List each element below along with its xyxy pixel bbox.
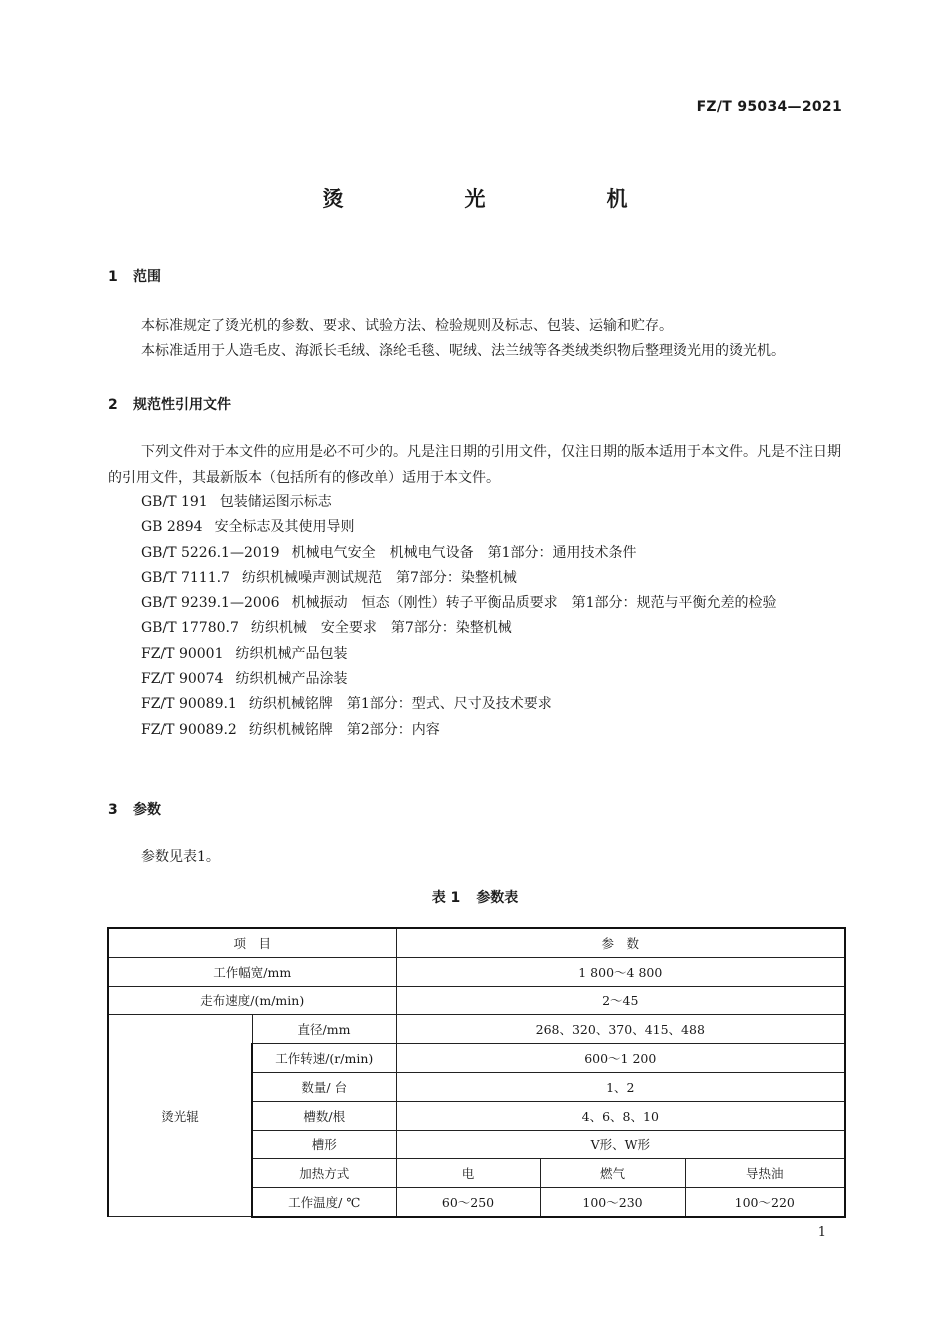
reference-code: FZ/T 90074	[141, 671, 224, 688]
row-label: 工作幅宽/mm	[108, 957, 396, 986]
table-header-row	[108, 928, 845, 957]
cell-value: 电	[396, 1159, 540, 1188]
section-title: 参数	[133, 802, 161, 818]
section-number: 1	[108, 269, 118, 285]
row-label: 走布速度/(m/min)	[108, 986, 396, 1015]
table-title: 参数表	[476, 890, 519, 906]
section-number: 2	[108, 397, 118, 413]
row-label: 工作温度/ ℃	[252, 1188, 396, 1217]
reference-item	[108, 591, 843, 616]
cell-value: 导热油	[685, 1159, 845, 1188]
reference-title: 安全标志及其使用导则	[214, 519, 355, 536]
reference-item	[108, 616, 843, 641]
section-1-heading	[108, 266, 161, 286]
reference-title: 纺织机械产品包装	[235, 645, 348, 662]
table-row	[108, 1015, 845, 1044]
reference-title: 机械电气安全 机械电气设备 第1部分：通用技术条件	[291, 544, 637, 561]
section-title: 规范性引用文件	[133, 397, 231, 413]
table-row	[108, 986, 845, 1015]
cell-value: 燃气	[540, 1159, 685, 1188]
reference-code: FZ/T 90001	[141, 645, 224, 662]
reference-item	[108, 692, 843, 717]
row-value: 600～1 200	[396, 1044, 845, 1073]
row-label: 直径/mm	[252, 1015, 396, 1044]
scope-paragraph-2: 本标准适用于人造毛皮、海派长毛绒、涤纶毛毯、呢绒、法兰绒等各类绒类织物后整理烫光用的烫光机。	[141, 343, 785, 359]
table-number: 表 1	[431, 890, 461, 906]
row-value: 2～45	[396, 986, 845, 1015]
reference-code: GB/T 7111.7	[141, 569, 230, 586]
row-label: 工作转速/(r/min)	[252, 1044, 396, 1073]
scope-paragraph-1: 本标准规定了烫光机的参数、要求、试验方法、检验规则及标志、包装、运输和贮存。	[141, 318, 673, 334]
reference-title: 纺织机械铭牌 第2部分：内容	[248, 721, 440, 738]
section-number: 3	[108, 802, 118, 818]
row-value: 1 800～4 800	[396, 957, 845, 986]
reference-code: FZ/T 90089.2	[141, 721, 237, 738]
standard-code: FZ/T 95034—2021	[696, 99, 842, 115]
reference-code: GB/T 191	[141, 494, 208, 510]
reference-item	[108, 667, 843, 692]
row-label: 槽形	[252, 1130, 396, 1159]
reference-item	[108, 541, 843, 566]
reference-title: 纺织机械铭牌 第1部分：型式、尺寸及技术要求	[248, 696, 552, 713]
row-value: V形、W形	[396, 1130, 845, 1159]
reference-code: FZ/T 90089.1	[141, 696, 237, 713]
cell-value: 100～220	[685, 1188, 845, 1217]
roller-group-label: 烫光辊	[108, 1015, 252, 1217]
reference-code: GB 2894	[141, 519, 203, 536]
table-caption	[0, 887, 950, 907]
reference-code: GB/T 17780.7	[141, 620, 239, 637]
reference-title: 包装储运图示标志	[219, 494, 332, 510]
page-number: 1	[817, 1225, 826, 1240]
reference-code: GB/T 5226.1—2019	[141, 544, 280, 561]
reference-item	[108, 566, 843, 591]
parameters-table	[107, 927, 846, 1218]
section-title: 范围	[133, 269, 161, 285]
reference-item	[108, 515, 843, 540]
reference-code: GB/T 9239.1—2006	[141, 595, 280, 612]
row-label: 数量/ 台	[252, 1072, 396, 1101]
row-value: 4、6、8、10	[396, 1101, 845, 1130]
cell-value: 60～250	[396, 1188, 540, 1217]
reference-title: 机械振动 恒态（刚性）转子平衡品质要求 第1部分：规范与平衡允差的检验	[291, 595, 777, 612]
row-value: 1、2	[396, 1072, 845, 1101]
header-params: 参 数	[396, 928, 845, 957]
reference-item	[108, 642, 843, 667]
references-intro: 下列文件对于本文件的应用是必不可少的。凡是注日期的引用文件，仅注日期的版本适用于本文件。凡是不注日期的引用文件，其最新版本（包括所有的修改单）适用于本文件。	[108, 444, 841, 486]
document-title: 烫 光 机	[322, 187, 678, 211]
reference-list	[108, 490, 843, 743]
row-label: 加热方式	[252, 1159, 396, 1188]
row-label: 槽数/根	[252, 1101, 396, 1130]
parameters-paragraph: 参数见表1。	[141, 849, 220, 865]
reference-title: 纺织机械 安全要求 第7部分：染整机械	[250, 620, 512, 637]
reference-title: 纺织机械产品涂装	[235, 671, 348, 688]
header-item: 项 目	[108, 928, 396, 957]
section-3-heading	[108, 799, 161, 819]
reference-item	[108, 490, 843, 515]
reference-title: 纺织机械噪声测试规范 第7部分：染整机械	[241, 569, 517, 586]
section-2-heading	[108, 394, 231, 414]
row-value: 268、320、370、415、488	[396, 1015, 845, 1044]
reference-item	[108, 718, 843, 743]
cell-value: 100～230	[540, 1188, 685, 1217]
table-row	[108, 957, 845, 986]
